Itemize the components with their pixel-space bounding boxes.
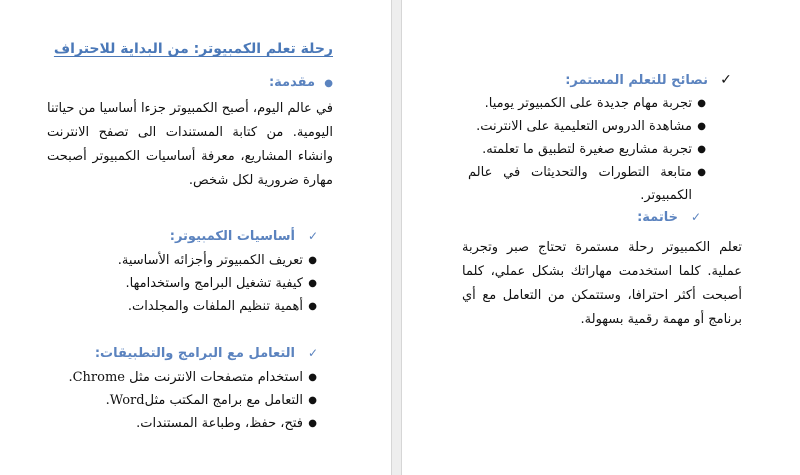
list-item: ● متابعة التطورات والتحديثات في عالم الكمبيوتر.	[468, 161, 706, 207]
list-item: ● تجربة مهام جديدة على الكمبيوتر يوميا.	[468, 92, 706, 115]
checkmark-icon: ✓	[720, 72, 732, 88]
conclusion-paragraph: تعلم الكمبيوتر رحلة مستمرة تحتاج صبر وتجربة عملية. كلما استخدمت مهاراتك بشكل عملي، كلما أصبحت أكثر احترافا، وستتمكن من التعامل مع أي برنامج أو مهمة رقمية بسهولة.	[462, 240, 742, 327]
bullet-icon: ●	[308, 418, 317, 429]
bullet-icon: ●	[308, 372, 317, 383]
bullet-icon: ●	[697, 144, 706, 155]
checkmark-icon: ✓	[690, 210, 702, 224]
tips-list	[468, 92, 706, 207]
bullet-icon: ●	[324, 78, 333, 89]
bullet-icon: ●	[308, 255, 317, 266]
list-item: ● تعريف الكمبيوتر وأجزائه الأساسية.	[118, 249, 317, 272]
conclusion-heading	[637, 208, 706, 227]
document-title: رحلة تعلم الكمبيوتر: من البداية للاحتراف	[53, 41, 333, 57]
intro-paragraph: في عالم اليوم، أصبح الكمبيوتر جزءا أساسيا من حياتنا اليومية. من كتابة المستندات الى تصفح الانترنت وانشاء المشاريع، معرفة أساسيات الكمبيوتر أصبحت مهارة ضرورية لكل شخص.	[47, 101, 333, 188]
conclusion-heading-label: خاتمة:	[637, 210, 678, 225]
bullet-icon: ●	[697, 167, 706, 178]
intro-heading-label: مقدمة:	[268, 75, 315, 90]
bullet-icon: ●	[308, 395, 317, 406]
programs-heading-label: التعامل مع البرامج والتطبيقات:	[94, 346, 295, 361]
basics-heading	[170, 227, 323, 246]
bullet-icon: ●	[697, 98, 706, 109]
page-gutter	[391, 0, 402, 475]
list-item: ● التعامل مع برامج المكتب مثلWord.	[68, 389, 317, 412]
list-item: ● مشاهدة الدروس التعليمية على الانترنت.	[468, 115, 706, 138]
programs-heading	[95, 344, 323, 363]
list-item: ● تجربة مشاريع صغيرة لتطبيق ما تعلمته.	[468, 138, 706, 161]
list-item: ● كيفية تشغيل البرامج واستخدامها.	[118, 272, 317, 295]
basics-heading-label: أساسيات الكمبيوتر:	[169, 229, 295, 244]
tips-heading	[565, 71, 736, 90]
basics-list	[118, 249, 317, 318]
bullet-icon: ●	[697, 121, 706, 132]
list-item: ● فتح، حفظ، وطباعة المستندات.	[68, 412, 317, 435]
tips-heading-label: نصائح للتعلم المستمر:	[565, 73, 708, 88]
programs-list	[68, 366, 317, 435]
list-item: ● استخدام متصفحات الانترنت مثل Chrome.	[68, 366, 317, 389]
document-page-right	[402, 0, 800, 475]
list-item: ● أهمية تنظيم الملفات والمجلدات.	[118, 295, 317, 318]
bullet-icon: ●	[308, 278, 317, 289]
checkmark-icon: ✓	[307, 346, 319, 360]
intro-heading	[269, 74, 333, 93]
document-page-left	[0, 0, 391, 475]
checkmark-icon: ✓	[307, 229, 319, 243]
bullet-icon: ●	[308, 301, 317, 312]
